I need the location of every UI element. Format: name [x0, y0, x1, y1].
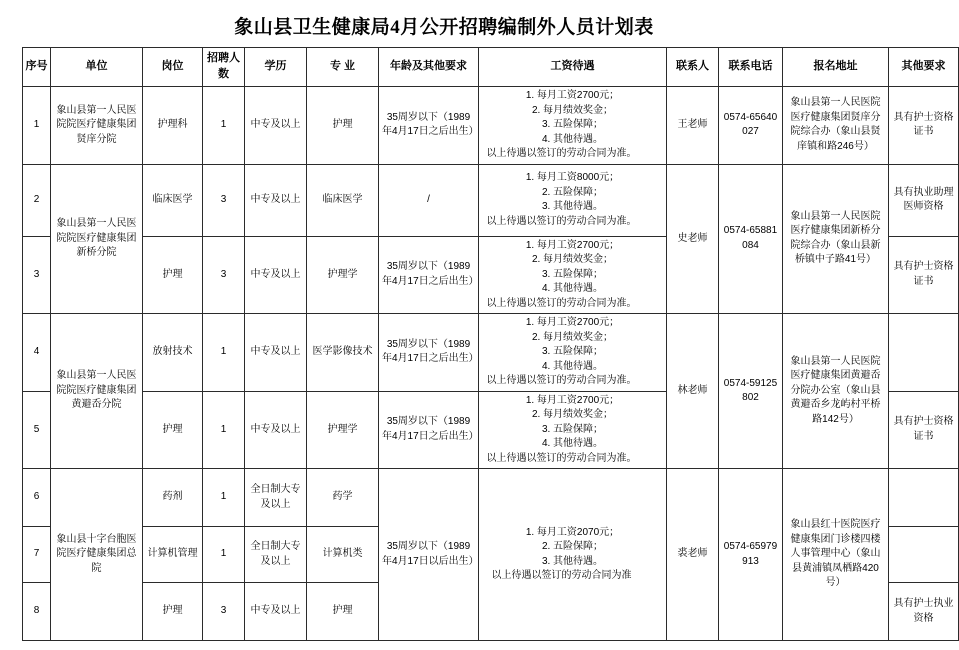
- salary-line: 1. 每月工资2700元；: [525, 90, 620, 101]
- cell-contact: 史老师: [667, 164, 719, 314]
- salary-line: 3. 其他待遇。: [541, 201, 604, 212]
- cell-major: 药学: [307, 469, 379, 527]
- cell-post: 护理: [143, 583, 203, 641]
- cell-post: 临床医学: [143, 164, 203, 236]
- cell-other: 具有执业助理医师资格: [889, 164, 959, 236]
- phone-text: 0574-65979913: [723, 541, 778, 567]
- cell-seq: 3: [23, 236, 51, 314]
- cell-seq: 6: [23, 469, 51, 527]
- cell-contact: 王老师: [667, 87, 719, 165]
- cell-post: 护理科: [143, 87, 203, 165]
- cell-education: 中专及以上: [245, 391, 307, 469]
- column-header-salary: 工资待遇: [479, 48, 667, 87]
- salary-line: 4. 其他待遇。: [541, 438, 604, 449]
- cell-seq: 4: [23, 314, 51, 392]
- column-header-phone: 联系电话: [719, 48, 783, 87]
- cell-address: 象山县第一人民医院医疗健康集团新桥分院综合办（象山县新桥镇中子路41号）: [783, 164, 889, 314]
- column-header-age: 年龄及其他要求: [379, 48, 479, 87]
- phone-text: 0574-65881084: [723, 225, 778, 251]
- cell-age: 35周岁以下（1989年4月17日之后出生）: [379, 391, 479, 469]
- cell-seq: 8: [23, 583, 51, 641]
- cell-other: 具有护士资格证书: [889, 236, 959, 314]
- cell-post: 护理: [143, 391, 203, 469]
- cell-education: 中专及以上: [245, 87, 307, 165]
- salary-line: 3. 五险保障；: [541, 268, 604, 280]
- column-header-post: 岗位: [143, 48, 203, 87]
- cell-post: 药剂: [143, 469, 203, 527]
- salary-line: 2. 每月绩效奖金；: [531, 409, 614, 420]
- cell-post: 护理: [143, 236, 203, 314]
- salary-line: 2. 五险保障；: [541, 541, 604, 552]
- cell-age: 35周岁以下（1989年4月17日之后出生）: [379, 314, 479, 392]
- recruitment-plan-table: [22, 47, 959, 641]
- cell-age: 35周岁以下（1989年4月17日以后出生）: [379, 469, 479, 641]
- cell-salary: [479, 314, 667, 392]
- column-header-address: 报名地址: [783, 48, 889, 87]
- cell-seq: 1: [23, 87, 51, 165]
- cell-education: 中专及以上: [245, 583, 307, 641]
- column-header-other: 其他要求: [889, 48, 959, 87]
- cell-major: 医学影像技术: [307, 314, 379, 392]
- salary-line: 1. 每月工资2070元；: [525, 526, 620, 538]
- table-row: [23, 164, 959, 236]
- cell-education: 中专及以上: [245, 164, 307, 236]
- cell-phone: [719, 87, 783, 165]
- cell-contact: 裘老师: [667, 469, 719, 641]
- cell-unit: 象山县第一人民医院院医疗健康集团贤庠分院: [51, 87, 143, 165]
- cell-major: 护理学: [307, 391, 379, 469]
- cell-age: 35周岁以下（1989年4月17日之后出生）: [379, 87, 479, 165]
- cell-address: 象山县第一人民医院医疗健康集团黄避岙分院办公室（象山县黄避岙乡龙屿村平桥路142号）: [783, 314, 889, 469]
- cell-other: [889, 314, 959, 392]
- table-row: [23, 314, 959, 392]
- column-header-count: 招聘人数: [203, 48, 245, 87]
- cell-count: 3: [203, 164, 245, 236]
- cell-count: 1: [203, 527, 245, 583]
- cell-phone: [719, 164, 783, 314]
- cell-count: 1: [203, 87, 245, 165]
- cell-salary: [479, 469, 667, 641]
- salary-note: 以上待遇以签订的劳动合同为准。: [486, 452, 637, 464]
- salary-line: 2. 五险保障；: [541, 186, 604, 198]
- cell-seq: 7: [23, 527, 51, 583]
- salary-line: 2. 每月绩效奖金；: [531, 254, 614, 265]
- column-header-major: 专 业: [307, 48, 379, 87]
- column-header-contact: 联系人: [667, 48, 719, 87]
- cell-education: 全日制大专及以上: [245, 469, 307, 527]
- cell-other: 具有护士资格证书: [889, 87, 959, 165]
- salary-note: 以上待遇以签订的劳动合同为准。: [486, 215, 637, 227]
- cell-post: 放射技术: [143, 314, 203, 392]
- cell-phone: [719, 469, 783, 641]
- cell-count: 1: [203, 469, 245, 527]
- cell-seq: 5: [23, 391, 51, 469]
- cell-unit: 象山县十字台胞医院医疗健康集团总院: [51, 469, 143, 641]
- cell-major: 护理学: [307, 236, 379, 314]
- column-header-seq: 序号: [23, 48, 51, 87]
- salary-line: 3. 五险保障；: [541, 346, 604, 357]
- cell-salary: [479, 87, 667, 165]
- cell-education: 中专及以上: [245, 314, 307, 392]
- cell-education: 全日制大专及以上: [245, 527, 307, 583]
- cell-education: 中专及以上: [245, 236, 307, 314]
- phone-text: 0574-59125802: [723, 377, 778, 403]
- salary-line: 3. 其他待遇。: [541, 555, 604, 567]
- salary-note: 以上待遇以签订的劳动合同为准。: [486, 375, 637, 386]
- salary-note: 以上待遇以签订的劳动合同为准。: [486, 148, 637, 159]
- salary-line: 2. 每月绩效奖金；: [531, 104, 614, 116]
- salary-line: 3. 五险保障；: [541, 119, 604, 130]
- cell-major: 计算机类: [307, 527, 379, 583]
- cell-major: 护理: [307, 583, 379, 641]
- salary-line: 4. 其他待遇。: [541, 360, 604, 372]
- salary-line: 3. 五险保障；: [541, 423, 604, 435]
- cell-count: 3: [203, 236, 245, 314]
- column-header-unit: 单位: [51, 48, 143, 87]
- cell-count: 1: [203, 314, 245, 392]
- salary-line: 1. 每月工资2700元；: [525, 394, 620, 406]
- table-row: [23, 469, 959, 527]
- column-header-education: 学历: [245, 48, 307, 87]
- cell-address: 象山县第一人民医院医疗健康集团贤庠分院综合办（象山县贤庠镇和路246号）: [783, 87, 889, 165]
- salary-line: 4. 其他待遇。: [541, 133, 604, 145]
- page-title: 象山县卫生健康局4月公开招聘编制外人员计划表: [234, 17, 654, 38]
- cell-count: 1: [203, 391, 245, 469]
- cell-major: 临床医学: [307, 164, 379, 236]
- cell-salary: [479, 236, 667, 314]
- cell-salary: [479, 391, 667, 469]
- table-header-row: [23, 48, 959, 87]
- salary-line: 1. 每月工资8000元；: [525, 172, 620, 183]
- salary-line: 4. 其他待遇。: [541, 283, 604, 294]
- cell-unit: 象山县第一人民医院院医疗健康集团黄避岙分院: [51, 314, 143, 469]
- table-row: [23, 87, 959, 165]
- salary-line: 2. 每月绩效奖金；: [531, 331, 614, 343]
- cell-other: 具有护士执业资格: [889, 583, 959, 641]
- cell-unit: 象山县第一人民医院院医疗健康集团新桥分院: [51, 164, 143, 314]
- phone-text: 0574-65640027: [723, 111, 778, 138]
- cell-phone: [719, 314, 783, 469]
- cell-post: 计算机管理: [143, 527, 203, 583]
- cell-count: 3: [203, 583, 245, 641]
- cell-salary: [479, 164, 667, 236]
- cell-age: 35周岁以下（1989年4月17日之后出生）: [379, 236, 479, 314]
- cell-major: 护理: [307, 87, 379, 165]
- salary-note: 以上待遇以签订的劳动合同为准。: [486, 297, 637, 309]
- cell-address: 象山县红十医院医疗健康集团门诊楼四楼人事管理中心（象山县黄浦镇凤栖路420号）: [783, 469, 889, 641]
- salary-line: 1. 每月工资2700元；: [525, 317, 620, 328]
- cell-other: [889, 469, 959, 527]
- salary-line: 1. 每月工资2700元；: [525, 239, 620, 251]
- cell-contact: 林老师: [667, 314, 719, 469]
- salary-note: 以上待遇以签订的劳动合同为准: [491, 570, 632, 581]
- cell-other: [889, 527, 959, 583]
- cell-age: /: [379, 164, 479, 236]
- cell-seq: 2: [23, 164, 51, 236]
- cell-other: 具有护士资格证书: [889, 391, 959, 469]
